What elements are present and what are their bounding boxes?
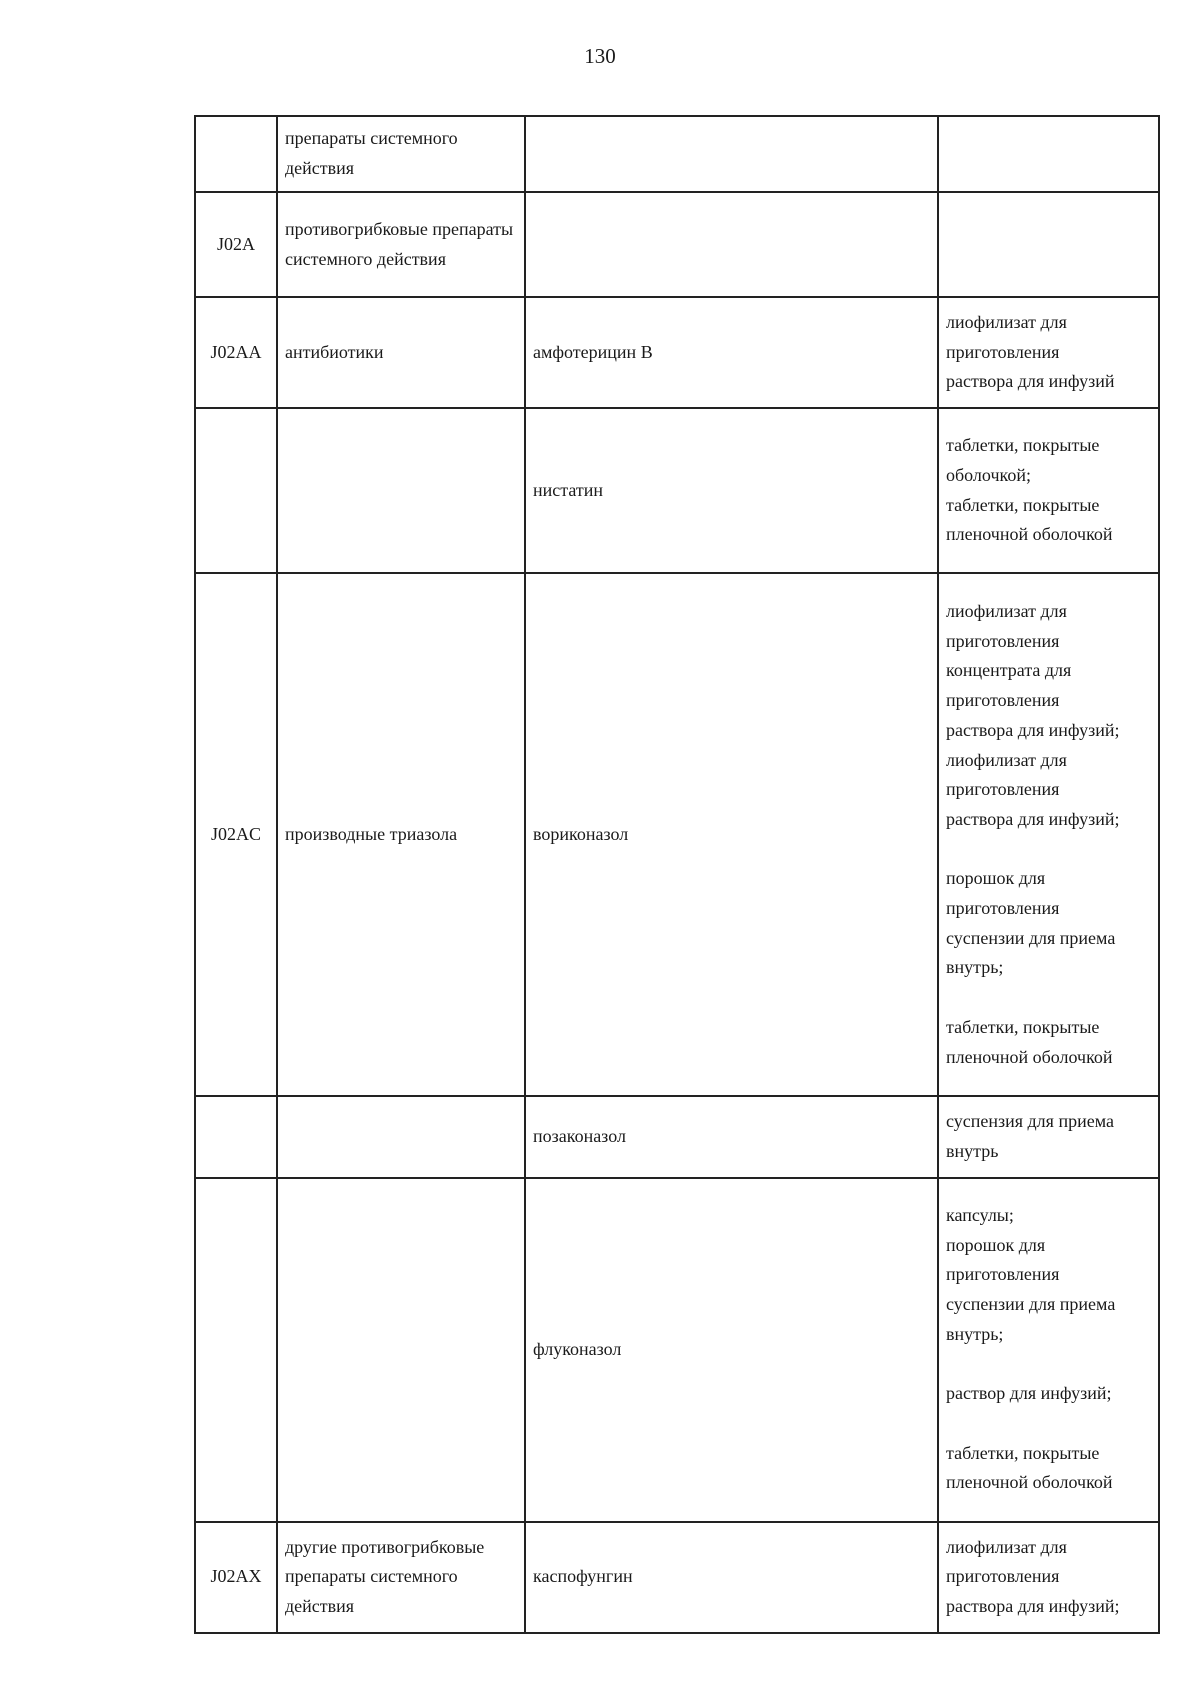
dosage-form-cell xyxy=(938,1178,1159,1522)
table-row xyxy=(195,573,1159,1096)
drug-group-cell xyxy=(277,1178,525,1522)
atc-code-cell: J02AC xyxy=(195,573,277,1096)
dosage-form-text: лиофилизат для приготовления раствора для инфузий; xyxy=(946,1536,1120,1616)
drug-name-cell: каспофунгин xyxy=(525,1522,938,1633)
drug-name-cell: вориконазол xyxy=(525,573,938,1096)
drug-name-cell xyxy=(525,116,938,192)
dosage-form-text: капсулы; порошок для приготовления суспензии для приема внутрь; раствор для инфузий; таблетки, покрытые пленочной оболочкой xyxy=(946,1205,1116,1493)
dosage-form-text: таблетки, покрытые оболочкой; таблетки, покрытые пленочной оболочкой xyxy=(946,435,1113,545)
dosage-form-cell xyxy=(938,116,1159,192)
drug-name-cell: амфотерицин B xyxy=(525,297,938,408)
dosage-form-cell xyxy=(938,297,1159,408)
atc-code-cell xyxy=(195,1178,277,1522)
dosage-form-cell xyxy=(938,1096,1159,1177)
atc-code-cell xyxy=(195,408,277,573)
drug-group-cell: противогрибковые препараты системного действия xyxy=(277,192,525,297)
dosage-form-text: лиофилизат для приготовления раствора для инфузий xyxy=(946,312,1115,392)
dosage-form-cell xyxy=(938,408,1159,573)
table-row xyxy=(195,1096,1159,1177)
table-row xyxy=(195,1178,1159,1522)
dosage-form-cell xyxy=(938,1522,1159,1633)
atc-code-cell xyxy=(195,1096,277,1177)
drug-group-cell: другие противогрибковые препараты системного действия xyxy=(277,1522,525,1633)
table-row xyxy=(195,1522,1159,1633)
drug-name-cell: нистатин xyxy=(525,408,938,573)
drug-table xyxy=(194,115,1160,1634)
atc-code-cell: J02AA xyxy=(195,297,277,408)
drug-name-cell xyxy=(525,192,938,297)
atc-code-cell: J02AX xyxy=(195,1522,277,1633)
dosage-form-text: лиофилизат для приготовления концентрата для приготовления раствора для инфузий; лиофилизат для приготовления раствора для инфузий; порошок для приготовления суспензии для приема внутрь; таблетки, покрытые пленочной оболочкой xyxy=(946,600,1120,1067)
table-row xyxy=(195,408,1159,573)
drug-group-cell: антибиотики xyxy=(277,297,525,408)
atc-code-cell xyxy=(195,116,277,192)
drug-group-cell: производные триазола xyxy=(277,573,525,1096)
dosage-form-cell xyxy=(938,573,1159,1096)
page-number: 130 xyxy=(584,44,616,68)
drug-name-cell: флуконазол xyxy=(525,1178,938,1522)
drug-group-cell xyxy=(277,1096,525,1177)
dosage-form-text: суспензия для приема внутрь xyxy=(946,1111,1114,1161)
table-row xyxy=(195,297,1159,408)
table-row xyxy=(195,116,1159,192)
drug-group-cell xyxy=(277,408,525,573)
atc-code-cell: J02A xyxy=(195,192,277,297)
dosage-form-cell xyxy=(938,192,1159,297)
drug-group-cell: препараты системного действия xyxy=(277,116,525,192)
table-row xyxy=(195,192,1159,297)
drug-name-cell: позаконазол xyxy=(525,1096,938,1177)
